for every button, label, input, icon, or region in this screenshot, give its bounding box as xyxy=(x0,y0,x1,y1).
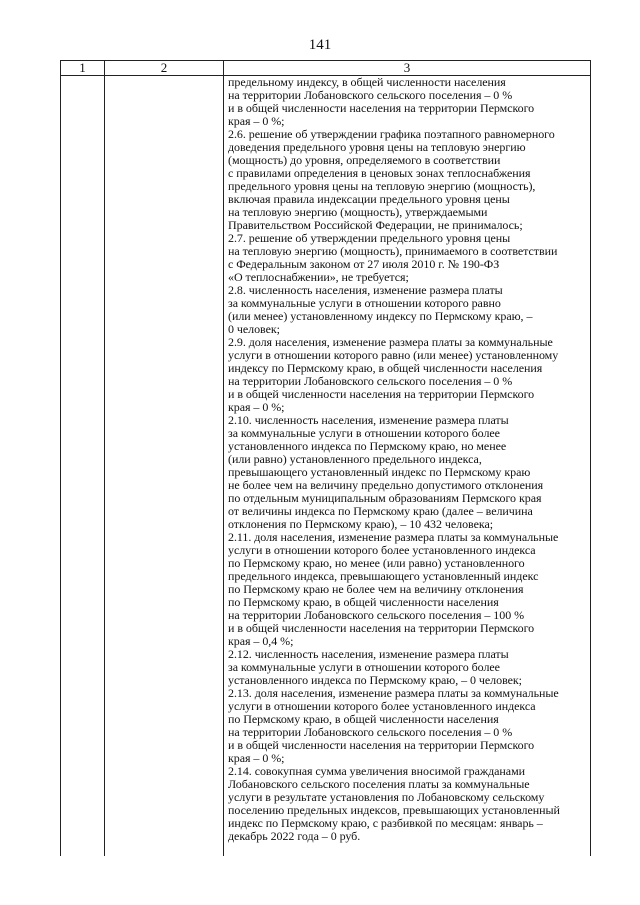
text-line: установленного индекса по Пермскому краю, но менее xyxy=(228,439,507,453)
text-line: (мощность) до уровня, определяемого в соответствии xyxy=(228,153,501,167)
text-line: края – 0 %; xyxy=(228,400,285,414)
text-line: 2.8. численность населения, изменение размера платы xyxy=(228,283,503,297)
text-line: 2.14. совокупная сумма увеличения вносимой гражданами xyxy=(228,764,525,778)
text-line: за коммунальные услуги в отношении которого равно xyxy=(228,296,501,310)
text-line: Правительством Российской Федерации, не принималось; xyxy=(228,218,523,232)
text-line: по Пермскому краю не более чем на величину отклонения xyxy=(228,582,524,596)
column-header-2: 2 xyxy=(105,61,224,76)
text-line: 2.9. доля населения, изменение размера платы за коммунальные xyxy=(228,335,553,349)
text-line: по отдельным муниципальным образованиям Пермского края xyxy=(228,491,542,505)
text-line: доведения предельного уровня цены на тепловую энергию xyxy=(228,140,526,154)
text-line: 2.13. доля населения, изменение размера платы за коммунальные xyxy=(228,686,559,700)
text-line: 2.10. численность населения, изменение размера платы xyxy=(228,413,509,427)
text-line: и в общей численности населения на территории Пермского xyxy=(228,387,535,401)
text-line: 0 человек; xyxy=(228,322,280,336)
text-line: и в общей численности населения на территории Пермского xyxy=(228,738,535,752)
text-line: индексу по Пермскому краю, в общей численности населения xyxy=(228,361,543,375)
column-header-1: 1 xyxy=(61,61,105,76)
text-line: предельному индексу, в общей численности населения xyxy=(228,75,506,89)
text-line: декабрь 2022 года – 0 руб. xyxy=(228,829,361,843)
text-line: не более чем на величину предельно допустимого отклонения xyxy=(228,478,544,492)
text-line: 2.7. решение об утверждении предельного уровня цены xyxy=(228,231,511,245)
text-line: (или менее) установленному индексу по Пермскому краю, – xyxy=(228,309,533,323)
text-line: (или равно) установленного предельного индекса, xyxy=(228,452,482,466)
text-line: и в общей численности населения на территории Пермского xyxy=(228,621,535,635)
text-line: превышающего установленный индекс по Пермскому краю xyxy=(228,465,531,479)
text-line: услуги в отношении которого равно (или менее) установленному xyxy=(228,348,559,362)
page-number: 141 xyxy=(308,37,332,53)
text-line: за коммунальные услуги в отношении которого более xyxy=(228,426,500,440)
text-line: края – 0,4 %; xyxy=(228,634,294,648)
column-2-cell xyxy=(105,76,224,857)
text-line: с Федеральным законом от 27 июля 2010 г. № 190-ФЗ xyxy=(228,257,500,271)
text-line: края – 0 %; xyxy=(228,751,285,765)
text-line: установленного индекса по Пермскому краю, – 0 человек; xyxy=(228,673,522,687)
text-line: услуги в результате установления по Лобановскому сельскому xyxy=(228,790,545,804)
text-line: «О теплоснабжении», не требуется; xyxy=(228,270,409,284)
text-line: на тепловую энергию (мощность), утверждаемыми xyxy=(228,205,488,219)
text-line: Лобановского сельского поселения платы за коммунальные xyxy=(228,777,530,791)
document-table xyxy=(60,60,591,856)
text-line: с правилами определения в ценовых зонах теплоснабжения xyxy=(228,166,531,180)
text-line: на территории Лобановского сельского поселения – 0 % xyxy=(228,374,513,388)
text-line: на тепловую энергию (мощность), принимаемого в соответствии xyxy=(228,244,558,258)
text-line: поселению предельных индексов, превышающих установленный xyxy=(228,803,560,817)
text-line: и в общей численности населения на территории Пермского xyxy=(228,101,535,115)
text-line: от величины индекса по Пермскому краю (далее – величина xyxy=(228,504,533,518)
text-line: по Пермскому краю, в общей численности населения xyxy=(228,712,499,726)
text-line: предельного уровня цены на тепловую энергию (мощность), xyxy=(228,179,536,193)
text-line: предельного индекса, превышающего установленный индекс xyxy=(228,569,539,583)
column-1-cell xyxy=(61,76,105,857)
text-line: края – 0 %; xyxy=(228,114,285,128)
table-header-row xyxy=(61,61,591,76)
text-line: 2.6. решение об утверждении графика поэтапного равномерного xyxy=(228,127,555,141)
column-header-3: 3 xyxy=(224,61,591,76)
column-3-text-cell xyxy=(224,76,591,857)
table-row xyxy=(61,76,591,857)
text-line: 2.12. численность населения, изменение размера платы xyxy=(228,647,509,661)
text-line: 2.11. доля населения, изменение размера платы за коммунальные xyxy=(228,530,559,544)
text-line: включая правила индексации предельного уровня цены xyxy=(228,192,510,206)
text-line: на территории Лобановского сельского поселения – 0 % xyxy=(228,88,513,102)
text-line: по Пермскому краю, в общей численности населения xyxy=(228,595,499,609)
text-line: услуги в отношении которого более установленного индекса xyxy=(228,699,536,713)
text-line: по Пермскому краю, но менее (или равно) установленного xyxy=(228,556,525,570)
text-line: индекс по Пермскому краю, с разбивкой по месяцам: январь – xyxy=(228,816,543,830)
text-line: отклонения по Пермскому краю), – 10 432 человека; xyxy=(228,517,494,531)
text-line: на территории Лобановского сельского поселения – 100 % xyxy=(228,608,525,622)
text-line: за коммунальные услуги в отношении которого более xyxy=(228,660,500,674)
text-line: на территории Лобановского сельского поселения – 0 % xyxy=(228,725,513,739)
text-line: услуги в отношении которого более установленного индекса xyxy=(228,543,536,557)
